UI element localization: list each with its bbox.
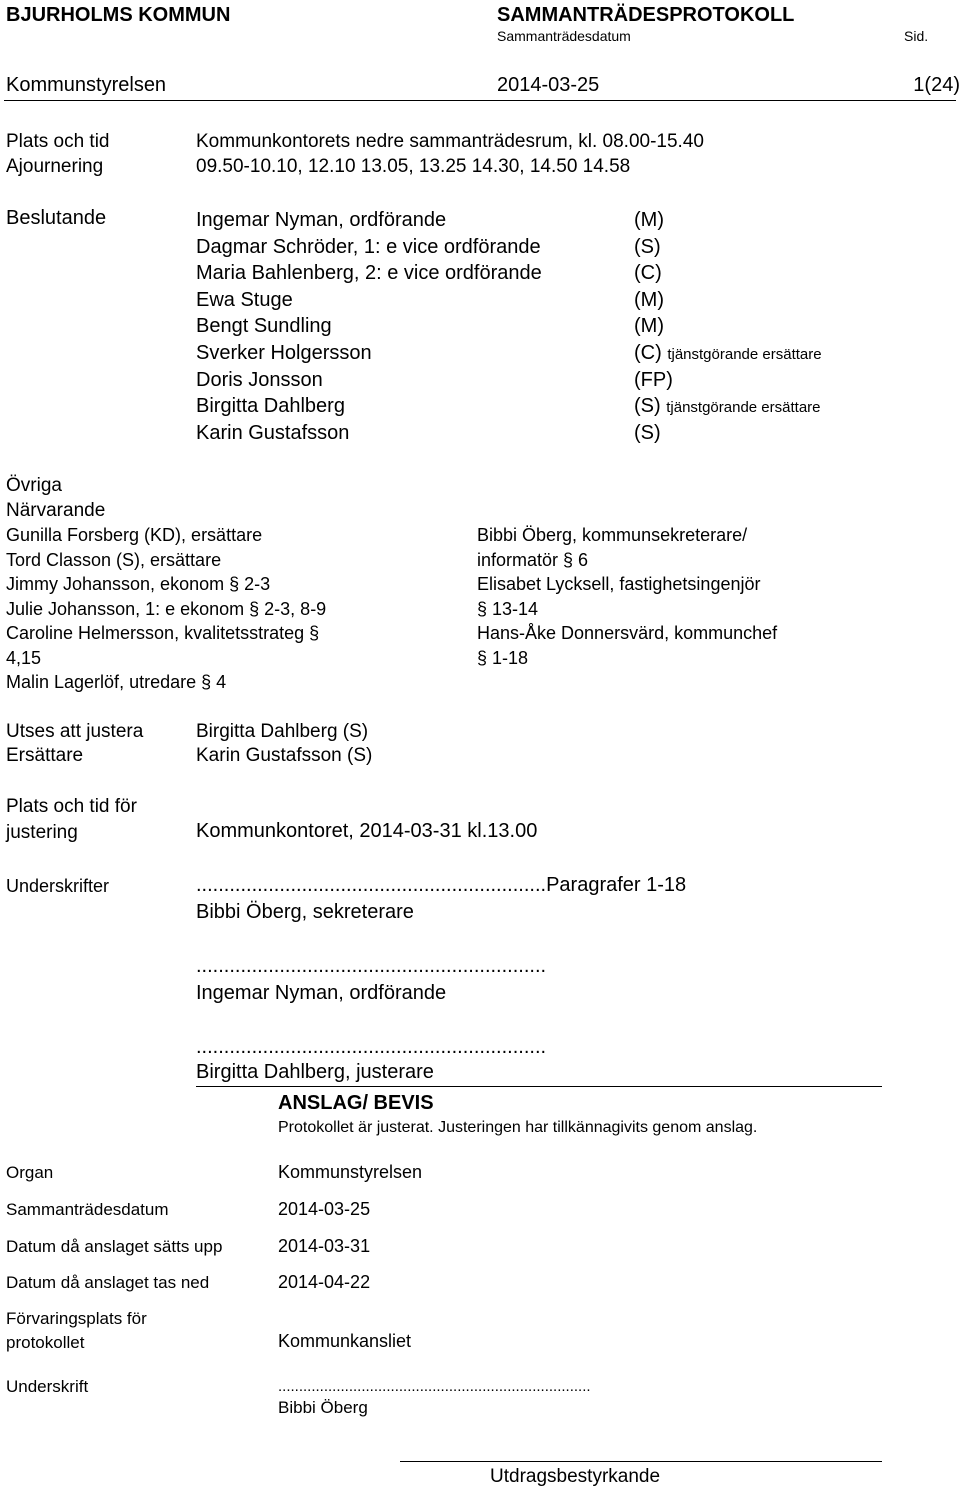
member-party: (C) bbox=[634, 341, 662, 364]
document-type: SAMMANTRÄDESPROTOKOLL bbox=[497, 4, 795, 26]
substitute-value: Karin Gustafsson (S) bbox=[196, 745, 373, 766]
list-item: Julie Johansson, 1: e ekonom § 2-3, 8-9 bbox=[6, 598, 327, 619]
municipality-name: BJURHOLMS KOMMUN bbox=[6, 4, 231, 26]
notice-row-label: Datum då anslaget tas ned bbox=[6, 1273, 210, 1292]
adjustment-label-1: Plats och tid för bbox=[6, 796, 137, 817]
meeting-date-label: Sammanträdesdatum bbox=[497, 28, 631, 44]
member-party: (M) bbox=[634, 315, 664, 338]
notice-title: ANSLAG/ BEVIS bbox=[278, 1092, 434, 1114]
footer-rule bbox=[400, 1461, 882, 1462]
present-label: Närvarande bbox=[6, 499, 106, 521]
list-item: 4,15 bbox=[6, 647, 42, 668]
notice-row-value: 2014-04-22 bbox=[278, 1272, 371, 1292]
sign-dots: ........................................................................... bbox=[278, 1378, 591, 1395]
signature-name-2: Ingemar Nyman, ordförande bbox=[196, 982, 447, 1004]
member-name: Ewa Stuge bbox=[196, 288, 293, 311]
adjourn-value: 09.50-10.10, 12.10 13.05, 13.25 14.30, 14.50 14.58 bbox=[196, 156, 631, 177]
list-item: Malin Lagerlöf, utredare § 4 bbox=[6, 672, 227, 692]
meeting-date: 2014-03-25 bbox=[497, 74, 600, 96]
storage-label-1: Förvaringsplats för bbox=[6, 1309, 147, 1328]
list-item: Gunilla Forsberg (KD), ersättare bbox=[6, 525, 263, 545]
signature-line-1: ...............................................................Paragrafer 1-18 bbox=[196, 874, 687, 896]
notice-row-label: Datum då anslaget sätts upp bbox=[6, 1237, 223, 1256]
list-item: Bibbi Öberg, kommunsekreterare/ bbox=[477, 525, 748, 545]
sign-name: Bibbi Öberg bbox=[278, 1398, 368, 1417]
member-party: (FP) bbox=[634, 368, 673, 391]
list-item: § 1-18 bbox=[477, 647, 529, 668]
signature-name-3: Birgitta Dahlberg, justerare bbox=[196, 1061, 434, 1083]
notice-row-value: Kommunstyrelsen bbox=[278, 1162, 423, 1182]
others-label: Övriga bbox=[6, 475, 62, 496]
page-number: 1(24) bbox=[913, 74, 960, 96]
body-name: Kommunstyrelsen bbox=[6, 74, 167, 96]
signature-line-2: ............................................................... bbox=[196, 955, 547, 977]
page-label: Sid. bbox=[904, 28, 929, 44]
notice-row-value: 2014-03-31 bbox=[278, 1236, 371, 1256]
member-name: Dagmar Schröder, 1: e vice ordförande bbox=[196, 235, 541, 258]
substitute-label: Ersättare bbox=[6, 745, 84, 766]
member-party: (S) bbox=[634, 235, 661, 258]
member-party: (M) bbox=[634, 288, 664, 311]
member-party: (C) bbox=[634, 262, 662, 285]
member-party: (S) bbox=[634, 421, 661, 444]
member-name: Sverker Holgersson bbox=[196, 341, 372, 364]
notice-row-value: 2014-03-25 bbox=[278, 1199, 371, 1219]
decision-makers-parties bbox=[634, 207, 822, 446]
place-label: Plats och tid bbox=[6, 131, 110, 152]
member-note: tjänstgörande ersättare bbox=[667, 345, 822, 363]
signatures-label: Underskrifter bbox=[6, 876, 110, 896]
adjusters-value: Birgitta Dahlberg (S) bbox=[196, 721, 369, 742]
place-value: Kommunkontorets nedre sammanträdesrum, kl. 08.00-15.40 bbox=[196, 131, 704, 152]
storage-label-2: protokollet bbox=[6, 1333, 85, 1352]
others-right-list bbox=[477, 523, 777, 670]
list-item: Tord Classon (S), ersättare bbox=[6, 549, 222, 570]
adjustment-value: Kommunkontoret, 2014-03-31 kl.13.00 bbox=[196, 820, 538, 842]
signature-line-3: ............................................................... bbox=[196, 1036, 547, 1058]
sign-label: Underskrift bbox=[6, 1377, 89, 1396]
member-name: Birgitta Dahlberg bbox=[196, 395, 345, 418]
member-note: tjänstgörande ersättare bbox=[666, 399, 821, 417]
member-party: (M) bbox=[634, 209, 664, 231]
footer-text: Utdragsbestyrkande bbox=[490, 1466, 661, 1487]
list-item: Elisabet Lycksell, fastighetsingenjör bbox=[477, 574, 761, 594]
signature-rule bbox=[196, 1086, 882, 1087]
member-name: Ingemar Nyman, ordförande bbox=[196, 209, 447, 231]
list-item: Jimmy Johansson, ekonom § 2-3 bbox=[6, 574, 271, 594]
member-name: Maria Bahlenberg, 2: e vice ordförande bbox=[196, 262, 542, 285]
list-item: informatör § 6 bbox=[477, 549, 589, 570]
list-item: Hans-Åke Donnersvärd, kommunchef bbox=[477, 623, 778, 643]
decision-makers-label: Beslutande bbox=[6, 207, 107, 229]
member-party: (S) bbox=[634, 395, 661, 418]
list-item: Caroline Helmersson, kvalitetsstrateg § bbox=[6, 623, 320, 643]
notice-text: Protokollet är justerat. Justeringen har tillkännagivits genom anslag. bbox=[278, 1119, 758, 1136]
others-labels bbox=[6, 474, 105, 523]
notice-row-label: Organ bbox=[6, 1163, 54, 1182]
others-left-list bbox=[6, 523, 326, 695]
list-item: § 13-14 bbox=[477, 598, 539, 619]
notice-row-label: Sammanträdesdatum bbox=[6, 1200, 169, 1219]
member-name: Doris Jonsson bbox=[196, 368, 323, 391]
adjusters-label: Utses att justera bbox=[6, 721, 144, 742]
member-name: Bengt Sundling bbox=[196, 315, 332, 338]
adjustment-label-2: justering bbox=[6, 822, 78, 843]
member-name: Karin Gustafsson bbox=[196, 421, 350, 444]
adjourn-label: Ajournering bbox=[6, 156, 104, 177]
storage-value: Kommunkansliet bbox=[278, 1331, 412, 1351]
signature-name-1: Bibbi Öberg, sekreterare bbox=[196, 901, 414, 923]
decision-makers-names bbox=[196, 207, 542, 446]
header-rule bbox=[4, 100, 956, 101]
